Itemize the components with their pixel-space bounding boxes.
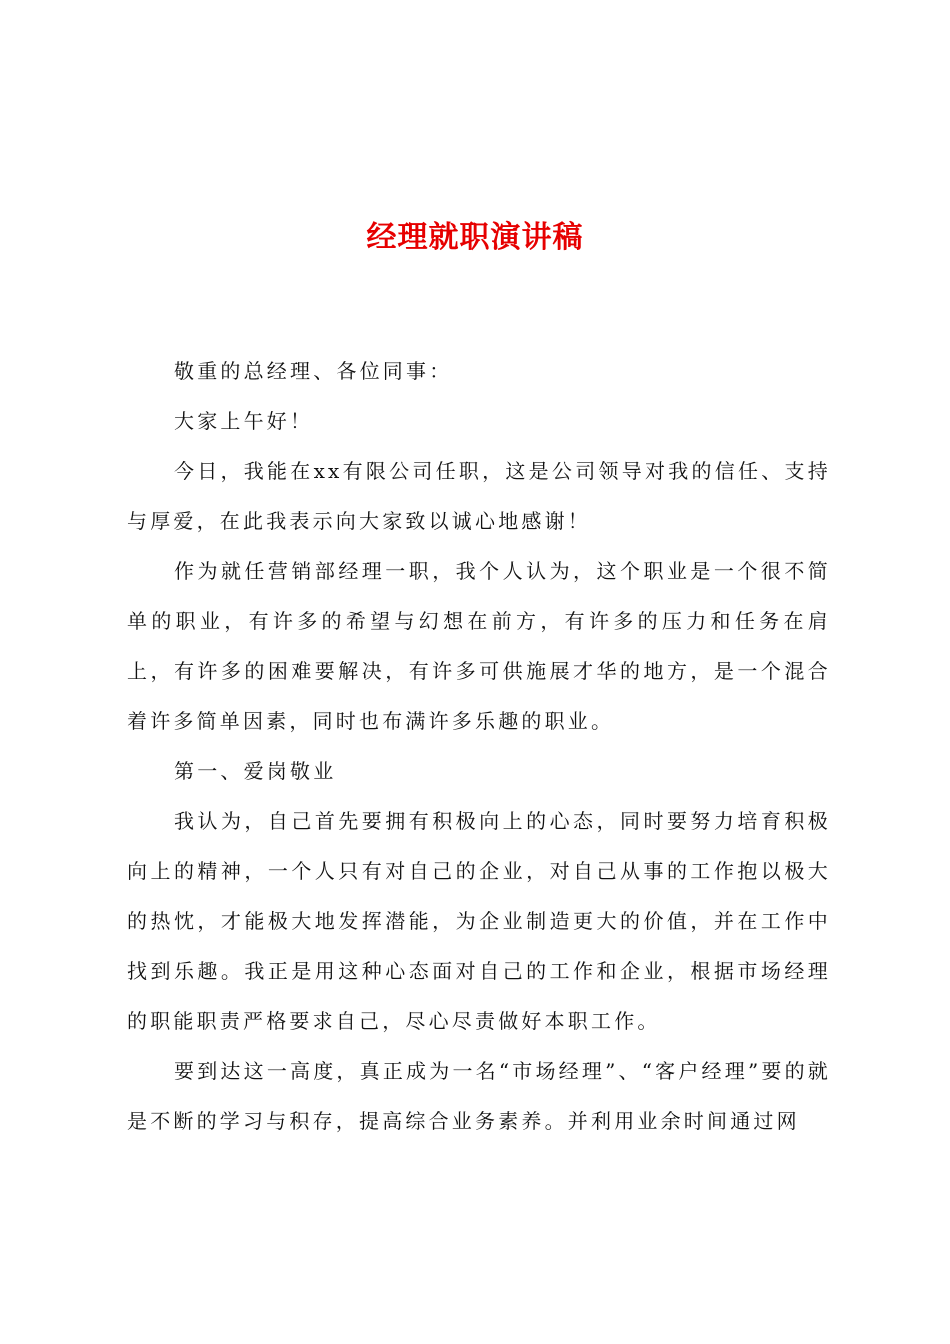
- greeting: 大家上午好！: [174, 409, 314, 433]
- paragraph: 我认为，自己首先要拥有积极向上的心态，同时要努力培育积极向上的精神，一个人只有对自己的企业，对自己从事的工作抱以极大的热忱，才能极大地发挥潜能，为企业制造更大的价值，并在工作中找到乐趣。我正是用这种心态面对自己的工作和企业，根据市场经理的职能职责严格要求自己，尽心尽责做好本职工作。: [127, 809, 831, 1033]
- paragraph: 要到达这一高度，真正成为一名“市场经理”、“客户经理”要的就是不断的学习与积存，提高综合业务素养。并利用业余时间通过网: [127, 1059, 831, 1133]
- paragraph: 作为就任营销部经理一职，我个人认为，这个职业是一个很不简单的职业，有许多的希望与幻想在前方，有许多的压力和任务在肩上，有许多的困难要解决，有许多可供施展才华的地方，是一个混合着许多简单因素，同时也布满许多乐趣的职业。: [127, 559, 831, 733]
- salutation: 敬重的总经理、各位同事：: [174, 359, 453, 383]
- section-heading: 第一、爱岗敬业: [174, 759, 337, 783]
- document-title: 经理就职演讲稿: [366, 220, 584, 255]
- paragraph: 今日，我能在xx有限公司任职，这是公司领导对我的信任、支持与厚爱，在此我表示向大家致以诚心地感谢！: [127, 459, 831, 533]
- document-body: [127, 346, 831, 1146]
